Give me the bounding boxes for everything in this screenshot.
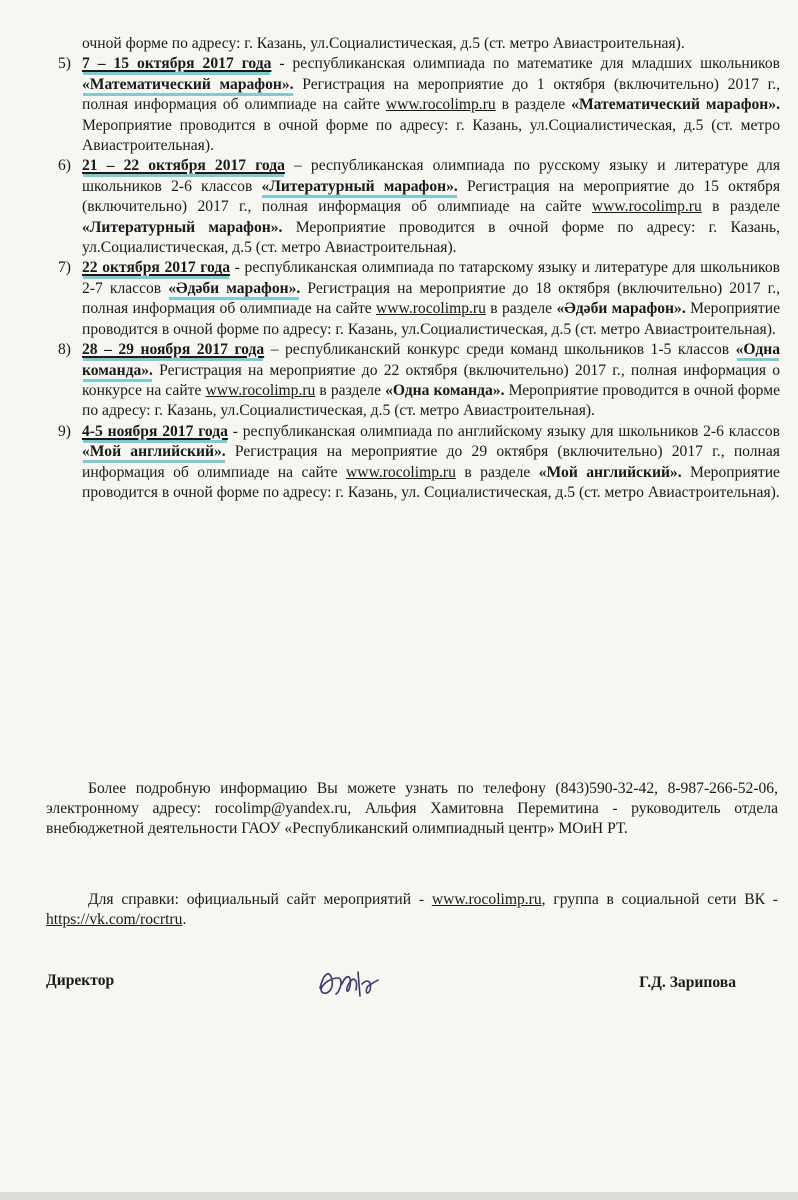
list-item bbox=[54, 156, 780, 258]
site-link[interactable]: www.rocolimp.ru bbox=[376, 300, 486, 318]
venue-text: Мероприятие проводится в очной форме по адресу: г. Казань, ул.Социалистическая, д.5 (ст. метро Авиастроительная). bbox=[82, 381, 781, 420]
event-description: – республиканский конкурс среди команд школьников 1-5 классов bbox=[264, 341, 736, 359]
continuation-text: очной форме по адресу: г. Казань, ул.Социалистическая, д.5 (ст. метро Авиастроительная). bbox=[82, 35, 685, 52]
event-description: - республиканская олимпиада по татарскому языку и литературе для школьников 2-7 классов bbox=[82, 259, 780, 297]
event-date: 28 – 29 ноября 2017 года bbox=[82, 341, 265, 359]
event-date: 7 – 15 октября 2017 года bbox=[82, 55, 272, 73]
item-number: 6) bbox=[58, 157, 71, 175]
event-description: – республиканская олимпиада по русскому языку и литературе для школьников 2-6 классов bbox=[82, 157, 780, 195]
list-item bbox=[54, 422, 780, 504]
event-name: «Әдәби марафон». bbox=[168, 279, 301, 297]
item-number: 7) bbox=[58, 259, 71, 277]
item-number: 8) bbox=[58, 341, 71, 359]
venue-text: Мероприятие проводится в очной форме по адресу: г. Казань, ул.Социалистическая, д.5 (ст. метро Авиастроительная). bbox=[82, 116, 780, 155]
venue-text: Мероприятие проводится в очной форме по адресу: г. Казань, ул. Социалистическая, д.5 (ст. метро Авиастроительная). bbox=[82, 463, 780, 501]
registration-text: Регистрация на мероприятие до 1 октября (включительно) 2017 г., полная информация об олимпиаде на сайте bbox=[82, 75, 780, 114]
event-date: 22 октября 2017 года bbox=[82, 259, 231, 277]
site-link[interactable]: www.rocolimp.ru bbox=[591, 198, 702, 216]
reference-prefix: Для справки: официальный сайт мероприятий - bbox=[88, 890, 432, 908]
item-number: 9) bbox=[58, 422, 71, 440]
list-item bbox=[54, 54, 780, 156]
site-link[interactable]: www.rocolimp.ru bbox=[385, 96, 496, 114]
list-item bbox=[54, 258, 780, 340]
contact-paragraph: Более подробную информацию Вы можете узнать по телефону (843)590-32-42, 8-987-266-52-06, электронному адресу: rocolimp@yandex.ru, Альфия Хамитовна Перемитина - руководитель отдела внебюджетной деятельности ГАОУ «Республиканский олимпиадный центр» МОиН РТ. bbox=[46, 779, 778, 838]
reference-paragraph bbox=[46, 890, 778, 931]
scan-edge bbox=[0, 1192, 798, 1200]
reference-suffix: . bbox=[182, 911, 187, 928]
section-name: «Математический марафон». bbox=[571, 96, 780, 114]
section-name: «Мой английский». bbox=[538, 463, 682, 481]
registration-text: Регистрация на мероприятие до 15 октября (включительно) 2017 г., полная информация об олимпиаде на сайте bbox=[82, 177, 780, 216]
reference-middle: , группа в социальной сети ВК - bbox=[541, 890, 778, 908]
handwritten-signature-icon bbox=[314, 966, 384, 1002]
registration-text: Регистрация на мероприятие до 29 октября (включительно) 2017 г., полная информация об олимпиаде на сайте bbox=[82, 443, 780, 481]
official-site-link[interactable]: www.rocolimp.ru bbox=[431, 890, 542, 908]
list-item bbox=[54, 340, 780, 422]
section-name: «Әдәби марафон». bbox=[556, 300, 686, 318]
section-prefix: в разделе bbox=[701, 198, 780, 216]
item-number: 5) bbox=[58, 55, 71, 73]
section-prefix: в разделе bbox=[495, 96, 572, 114]
site-link[interactable]: www.rocolimp.ru bbox=[205, 381, 316, 399]
signatory-title: Директор bbox=[46, 972, 115, 989]
section-name: «Литературный марафон». bbox=[82, 218, 283, 236]
registration-text: Регистрация на мероприятие до 18 октября (включительно) 2017 г., полная информация об олимпиаде на сайте bbox=[82, 279, 781, 318]
event-date: 4-5 ноября 2017 года bbox=[82, 422, 228, 440]
event-list bbox=[54, 34, 780, 503]
event-name: «Одна команда». bbox=[82, 341, 781, 379]
vk-link[interactable]: https://vk.com/rocrtru bbox=[46, 911, 183, 928]
signatory-name: Г.Д. Зарипова bbox=[639, 974, 736, 991]
section-prefix: в разделе bbox=[455, 463, 539, 481]
event-date: 21 – 22 октября 2017 года bbox=[82, 157, 285, 175]
event-name: «Мой английский». bbox=[82, 443, 226, 461]
section-name: «Одна команда». bbox=[385, 381, 505, 399]
registration-text: Регистрация на мероприятие до 22 октября (включительно) 2017 г., полная информация о конкурсе на сайте bbox=[82, 361, 780, 399]
venue-text: Мероприятие проводится в очной форме по адресу: г. Казань, ул.Социалистическая, д.5 (ст. метро Авиастроительная). bbox=[82, 300, 780, 338]
section-prefix: в разделе bbox=[315, 381, 386, 399]
section-prefix: в разделе bbox=[485, 300, 557, 318]
event-description: - республиканская олимпиада по английскому языку для школьников 2-6 классов bbox=[227, 422, 780, 440]
signature-block bbox=[46, 966, 736, 1006]
event-name: «Литературный марафон». bbox=[261, 177, 458, 195]
event-name: «Математический марафон». bbox=[82, 75, 294, 93]
event-description: - республиканская олимпиада по математике для младших школьников bbox=[271, 55, 781, 73]
venue-text: Мероприятие проводится в очной форме по адресу: г. Казань, ул.Социалистическая, д.5 (ст. метро Авиастроительная). bbox=[82, 218, 781, 257]
site-link[interactable]: www.rocolimp.ru bbox=[346, 463, 456, 481]
